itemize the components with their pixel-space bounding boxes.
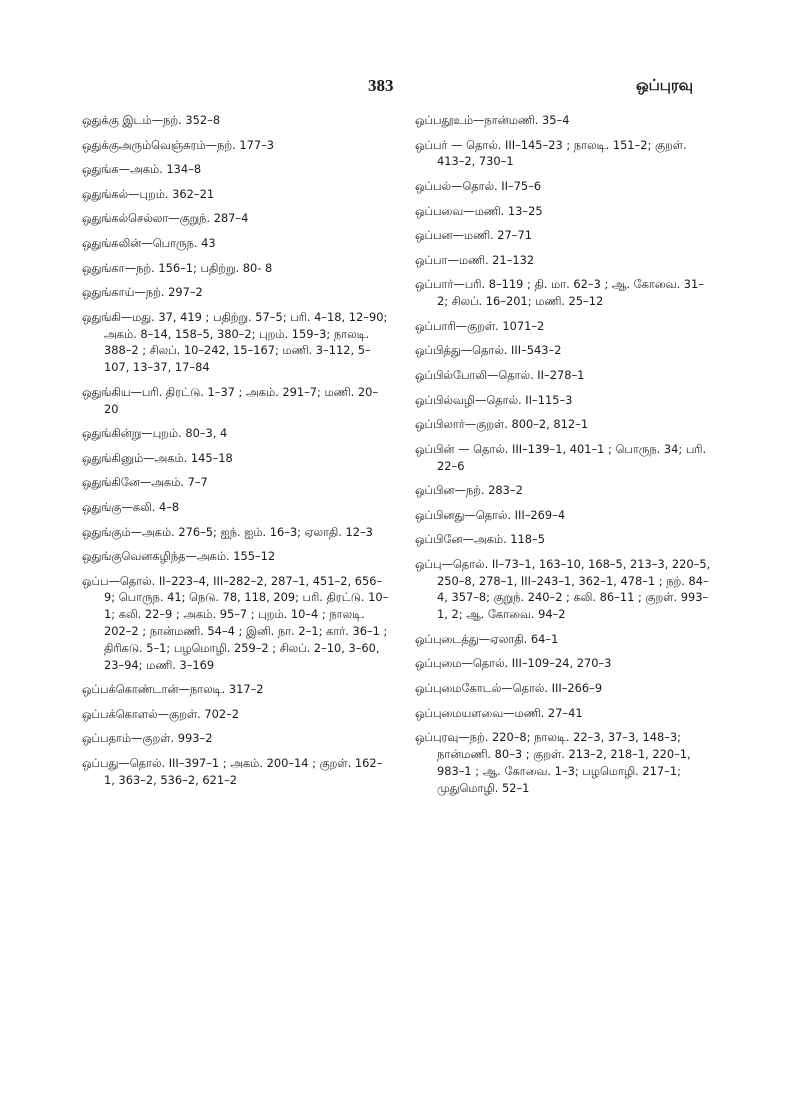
index-entry: ஒதுங்கின்று—புறம். 80–3, 4 xyxy=(82,426,228,441)
running-head: ஒப்புரவு xyxy=(636,76,693,94)
index-entry: ஒப்பவை—மணி. 13–25 xyxy=(415,203,543,218)
index-entry: ஒப்பது—தொல். III–397–1 ; அகம். 200–14 ; குறள். 162–1, 363–2, 536–2, 621–2 xyxy=(82,756,383,787)
index-entry: ஒப்பக்கொளல்—குறள். 702–2 xyxy=(82,706,240,721)
index-entry: ஒதுங்கினே—அகம். 7–7 xyxy=(82,475,208,490)
index-entry: ஒப்பன—மணி. 27–71 xyxy=(415,228,532,243)
index-entry: ஒதுங்கல்செல்லா—குறுந். 287–4 xyxy=(82,211,249,226)
index-entry: ஒப்பர் — தொல். III–145–23 ; நாலடி. 151–2; குறள். 413–2, 730–1 xyxy=(415,137,687,169)
index-entry: ஒப்பினே—அகம். 118–5 xyxy=(415,532,545,547)
index-entry: ஒப்பல்—தொல். II–75–6 xyxy=(415,178,542,193)
index-entry: ஒப்ப—தொல். II–223–4, III–282–2, 287–1, 451–2, 656–9; பொருந. 41; நெடு. 78, 118, 209; பரி. திரட்டு. 10–1; கலி. 22–9 ; அகம். 95–7 ; புறம். 10–4 ; நாலடி. 202–2 ; நான்மணி. 54–4 ; இனி. நா. 2–1; கார். 36–1 ; திரிகடு. 5–1; பழமொழி. 259–2 ; சிலப். 2–10, 3–60, 23–94; மணி. 3–169 xyxy=(82,573,389,672)
index-entry: ஒதுங்கலின்—பொருந. 43 xyxy=(82,235,216,250)
index-entry: ஒப்பிலார்—குறள். 800–2, 812–1 xyxy=(415,417,589,432)
index-entry: ஒப்பாரி—குறள். 1071–2 xyxy=(415,318,545,333)
index-entry: ஒப்பில்போலி—தொல். II–278–1 xyxy=(415,367,585,382)
index-entry: ஒப்பினது—தொல். III–269–4 xyxy=(415,507,566,522)
index-entry: ஒதுங்கா—நற். 156–1; பதிற்று. 80- 8 xyxy=(82,260,273,275)
index-entry: ஒதுக்குஅரும்வெஞ்சுரம்—நற். 177–3 xyxy=(82,137,275,152)
index-entry: ஒதுங்கல்—புறம். 362–21 xyxy=(82,186,215,201)
index-entry: ஒதுக்கு இடம்—நற். 352–8 xyxy=(82,113,221,127)
index-entry: ஒப்பா—மணி. 21–132 xyxy=(415,252,535,267)
page-number: 383 xyxy=(368,76,394,95)
index-entry: ஒப்பின் — தொல். III–139–1, 401–1 ; பொருந. 34; பரி. 22–6 xyxy=(415,441,707,473)
index-entry: ஒதுங்கு—கலி. 4–8 xyxy=(82,499,180,514)
index-entry: ஒதுங்குவெனகழிந்த—அகம். 155–12 xyxy=(82,549,276,564)
index-column-left xyxy=(82,112,392,796)
index-entry: ஒதுங்கி—மது. 37, 419 ; பதிற்று. 57–5; பரி. 4–18, 12–90; அகம். 8–14, 158–5, 380–2; புறம். 159–3; நாலடி. 388–2 ; சிலப். 10–242, 15–167; மணி. 3–112, 5–107, 13–37, 17–84 xyxy=(82,309,388,375)
index-entry: ஒப்பின—நற். 283–2 xyxy=(415,483,523,498)
index-entry: ஒப்பு—தொல். II–73–1, 163–10, 168–5, 213–3, 220–5, 250–8, 278–1, III–243–1, 362–1, 478–1 ; நற். 84–4, 357–8; குறுந். 240–2 ; கலி. 86–11 ; குறள். 993–1, 2; ஆ. கோவை. 94–2 xyxy=(415,556,711,622)
index-entry: ஒப்பதூஉம்—நான்மணி. 35–4 xyxy=(415,113,570,127)
index-entry: ஒப்புரவு—நற். 220–8; நாலடி. 22–3, 37–3, 148–3; நான்மணி. 80–3 ; குறள். 213–2, 218–1, 220–1, 983–1 ; ஆ. கோவை. 1–3; பழமொழி. 217–1; முதுமொழி. 52–1 xyxy=(415,730,691,795)
index-entry: ஒதுங்கிய—பரி. திரட்டு. 1–37 ; அகம். 291–7; மணி. 20–20 xyxy=(82,384,379,416)
index-entry: ஒப்பில்வழி—தொல். II–115–3 xyxy=(415,392,573,407)
index-entry: ஒப்புமைகோடல்—தொல். III–266–9 xyxy=(415,681,603,696)
index-entry: ஒப்பார்—பரி. 8–119 ; தி. மா. 62–3 ; ஆ. கோவை. 31–2; சிலப். 16–201; மணி. 25–12 xyxy=(415,277,704,309)
index-entry: ஒப்பதாம்—குறள். 993–2 xyxy=(82,731,213,746)
index-entry: ஒப்பித்து—தொல். III–543–2 xyxy=(415,343,562,358)
index-column-right xyxy=(415,112,715,804)
index-entry: ஒதுங்காய்—நற். 297–2 xyxy=(82,285,203,300)
index-entry: ஒப்புமையளவை—மணி. 27–41 xyxy=(415,705,583,720)
index-entry: ஒதுங்கும்—அகம். 276–5; ஐந். ஐம். 16–3; ஏலாதி. 12–3 xyxy=(82,524,373,539)
index-entry: ஒதுங்க—அகம். 134–8 xyxy=(82,162,202,177)
index-entry: ஒப்புமை—தொல். III–109–24, 270–3 xyxy=(415,656,612,671)
index-entry: ஒப்பக்கொண்டான்—நாலடி. 317–2 xyxy=(82,682,264,697)
index-entry: ஒப்புடைத்து—ஏலாதி. 64–1 xyxy=(415,631,559,646)
index-entry: ஒதுங்கினும்—அகம். 145–18 xyxy=(82,450,233,465)
